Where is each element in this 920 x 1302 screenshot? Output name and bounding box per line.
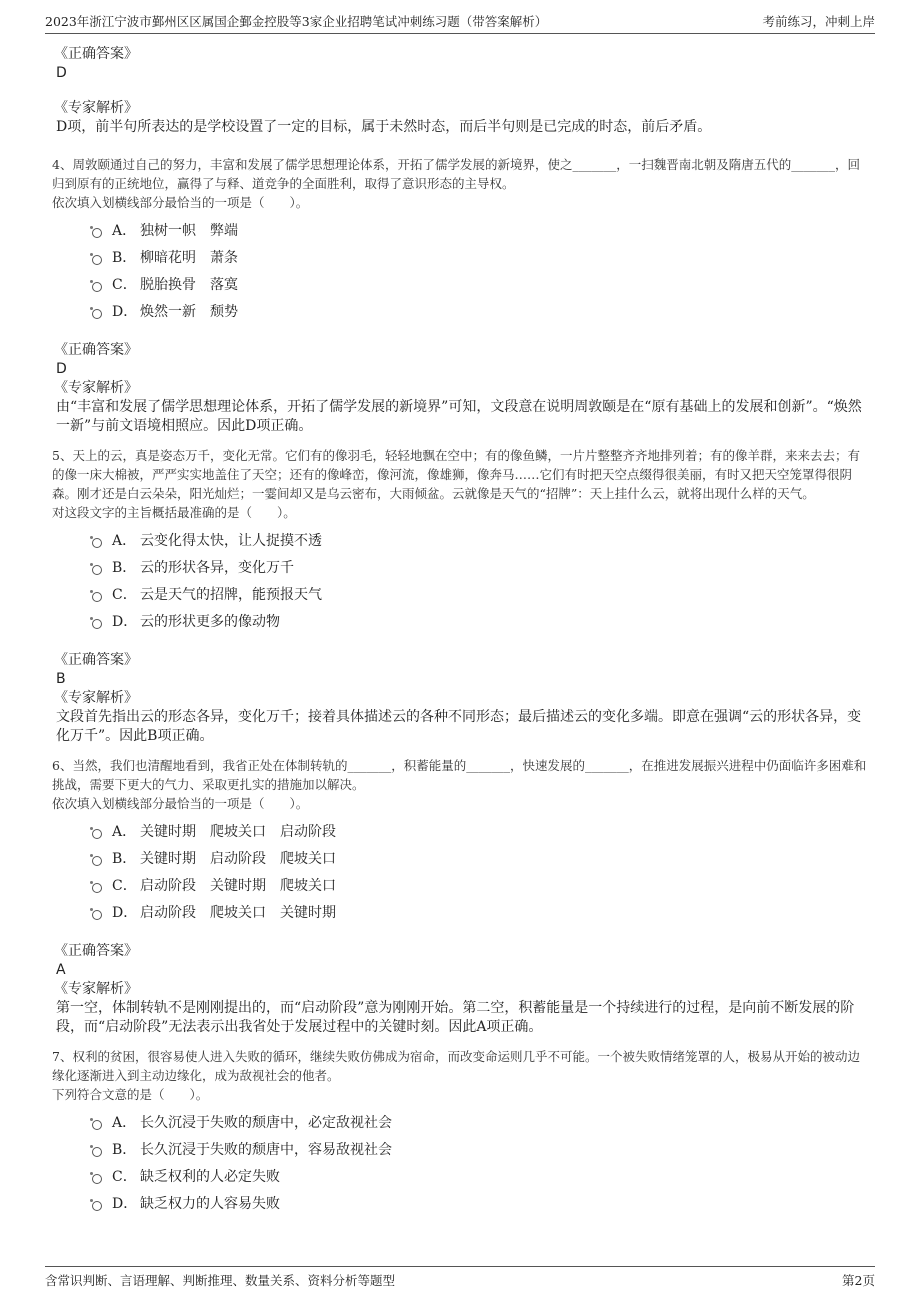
option-a[interactable]	[92, 216, 868, 243]
analysis-label: 《专家解析》	[54, 981, 138, 997]
radio-icon[interactable]	[92, 282, 102, 292]
option-key: B．	[112, 850, 137, 867]
option-key: D．	[112, 613, 138, 630]
option-b[interactable]	[92, 844, 868, 871]
option-c[interactable]	[92, 1162, 868, 1189]
answer-label: 《正确答案》	[54, 46, 138, 62]
option-key: D．	[112, 1195, 138, 1212]
option-key: C．	[112, 877, 137, 894]
question-prompt: 对这段文字的主旨概括最准确的是（ ）。	[52, 505, 296, 520]
option-list	[92, 817, 868, 925]
option-b[interactable]	[92, 1135, 868, 1162]
answer-value: D	[56, 361, 67, 377]
analysis-text: 文段首先指出云的形态各异，变化万千；接着具体描述云的各种不同形态；最后描述云的变化多端。即意在强调“云的形状各异，变化万千”。因此B项正确。	[56, 709, 862, 744]
option-d[interactable]	[92, 607, 868, 634]
option-a[interactable]	[92, 1108, 868, 1135]
answer-label: 《正确答案》	[54, 943, 138, 959]
option-d[interactable]	[92, 297, 868, 324]
radio-icon[interactable]	[92, 1120, 102, 1130]
question-text: 6、当然，我们也清醒地看到，我省正处在体制转轨的_______，积蓄能量的_______，快速发展的_______，在推进发展振兴进程中仍面临许多困难和挑战，需要下更大的气力、采取更扎实的措施加以解决。	[52, 758, 867, 792]
option-text: 启动阶段 关键时期 爬坡关口	[140, 877, 336, 894]
radio-icon[interactable]	[92, 1201, 102, 1211]
analysis-text: D项，前半句所表达的是学校设置了一定的目标，属于未然时态，而后半句则是已完成的时态，前后矛盾。	[56, 119, 712, 135]
option-key: B．	[112, 249, 137, 266]
option-text: 关键时期 爬坡关口 启动阶段	[140, 823, 336, 840]
header-slogan: 考前练习，冲刺上岸	[762, 14, 875, 29]
option-key: B．	[112, 559, 137, 576]
analysis-label: 《专家解析》	[54, 380, 138, 396]
question-block	[52, 446, 868, 746]
radio-icon[interactable]	[92, 309, 102, 319]
analysis-label: 《专家解析》	[54, 100, 138, 116]
option-list	[92, 1108, 868, 1216]
option-text: 缺乏权利的人必定失败	[140, 1168, 280, 1185]
option-text: 启动阶段 爬坡关口 关键时期	[140, 904, 336, 921]
radio-icon[interactable]	[92, 565, 102, 575]
option-text: 长久沉浸于失败的颓唐中，必定敌视社会	[140, 1114, 392, 1131]
radio-icon[interactable]	[92, 883, 102, 893]
option-text: 长久沉浸于失败的颓唐中，容易敌视社会	[140, 1141, 392, 1158]
option-key: A．	[112, 532, 137, 549]
option-list	[92, 216, 868, 324]
option-text: 独树一帜 弊端	[140, 222, 238, 239]
option-d[interactable]	[92, 1189, 868, 1216]
option-text: 焕然一新 颓势	[140, 303, 238, 320]
answer-value: B	[56, 671, 66, 687]
question-text: 5、天上的云，真是姿态万千，变化无常。它们有的像羽毛，轻轻地飘在空中；有的像鱼鳞，一片片整整齐齐地排列着；有的像羊群，来来去去；有的像一床大棉被，严严实实地盖住了天空；还有的像峰峦，像河流，像雄狮，像奔马……它们有时把天空点缀得很美丽，有时又把天空笼罩得很阴森。刚才还是白云朵朵，阳光灿烂；一霎间却又是乌云密布，大雨倾盆。云就像是天气的“招牌”：天上挂什么云，就将出现什么样的天气。	[52, 448, 860, 501]
footer-description: 含常识判断、言语理解、判断推理、数量关系、资料分析等题型	[45, 1273, 396, 1288]
answer-value: D	[56, 65, 67, 81]
question-text: 4、周敦颐通过自己的努力，丰富和发展了儒学思想理论体系，开拓了儒学发展的新境界，使之_______，一扫魏晋南北朝及隋唐五代的_______，回归到原有的正统地位，赢得了与释、道竞争的全面胜利，取得了意识形态的主导权。	[52, 157, 860, 191]
option-text: 关键时期 启动阶段 爬坡关口	[140, 850, 336, 867]
radio-icon[interactable]	[92, 829, 102, 839]
radio-icon[interactable]	[92, 1147, 102, 1157]
answer-value: A	[56, 962, 66, 978]
analysis-label: 《专家解析》	[54, 690, 138, 706]
option-text: 云变化得太快，让人捉摸不透	[140, 532, 322, 549]
option-key: B．	[112, 1141, 137, 1158]
option-key: A．	[112, 222, 137, 239]
analysis-text: 由“丰富和发展了儒学思想理论体系，开拓了儒学发展的新境界”可知，文段意在说明周敦颐是在“原有基础上的发展和创新”。“焕然一新”与前文语境相照应。因此D项正确。	[56, 399, 862, 434]
option-key: C．	[112, 586, 137, 603]
question-prompt: 依次填入划横线部分最恰当的一项是（ ）。	[52, 796, 309, 811]
option-text: 缺乏权力的人容易失败	[140, 1195, 280, 1212]
question-text: 7、权利的贫困，很容易使人进入失败的循环，继续失败仿佛成为宿命，而改变命运则几乎不可能。一个被失败情绪笼罩的人，极易从开始的被动边缘化逐渐进入到主动边缘化，成为敌视社会的他者。	[52, 1049, 860, 1083]
question-prompt: 下列符合文意的是（ ）。	[52, 1087, 209, 1102]
option-c[interactable]	[92, 270, 868, 297]
option-key: C．	[112, 1168, 137, 1185]
option-key: D．	[112, 904, 138, 921]
analysis-text: 第一空，体制转轨不是刚刚提出的，而“启动阶段”意为刚刚开始。第二空，积蓄能量是一个持续进行的过程，是向前不断发展的阶段，而“启动阶段”无法表示出我省处于发展过程中的关键时刻。因此A项正确。	[56, 1000, 855, 1035]
page-footer	[45, 1266, 875, 1293]
option-key: A．	[112, 1114, 137, 1131]
option-text: 云的形状更多的像动物	[140, 613, 280, 630]
option-text: 柳暗花明 萧条	[140, 249, 238, 266]
radio-icon[interactable]	[92, 228, 102, 238]
radio-icon[interactable]	[92, 619, 102, 629]
question-prompt: 依次填入划横线部分最恰当的一项是（ ）。	[52, 195, 309, 210]
radio-icon[interactable]	[92, 1174, 102, 1184]
question-block	[52, 1047, 868, 1216]
option-b[interactable]	[92, 553, 868, 580]
option-key: A．	[112, 823, 137, 840]
option-list	[92, 526, 868, 634]
option-key: C．	[112, 276, 137, 293]
answer-label: 《正确答案》	[54, 342, 138, 358]
option-b[interactable]	[92, 243, 868, 270]
document-title: 2023年浙江宁波市鄞州区区属国企鄞金控股等3家企业招聘笔试冲刺练习题（带答案解析）	[45, 14, 548, 29]
option-text: 脱胎换骨 落寞	[140, 276, 238, 293]
option-c[interactable]	[92, 580, 868, 607]
question-block	[52, 155, 868, 436]
option-a[interactable]	[92, 526, 868, 553]
option-text: 云是天气的招牌，能预报天气	[140, 586, 322, 603]
prev-answer-section	[52, 44, 868, 137]
page-number: 第2页	[842, 1273, 875, 1288]
option-d[interactable]	[92, 898, 868, 925]
radio-icon[interactable]	[92, 856, 102, 866]
page-header	[45, 8, 875, 34]
radio-icon[interactable]	[92, 910, 102, 920]
radio-icon[interactable]	[92, 538, 102, 548]
answer-label: 《正确答案》	[54, 652, 138, 668]
radio-icon[interactable]	[92, 592, 102, 602]
radio-icon[interactable]	[92, 255, 102, 265]
question-block	[52, 756, 868, 1037]
option-c[interactable]	[92, 871, 868, 898]
page-content	[52, 44, 868, 1216]
option-a[interactable]	[92, 817, 868, 844]
option-key: D．	[112, 303, 138, 320]
option-text: 云的形状各异，变化万千	[140, 559, 294, 576]
